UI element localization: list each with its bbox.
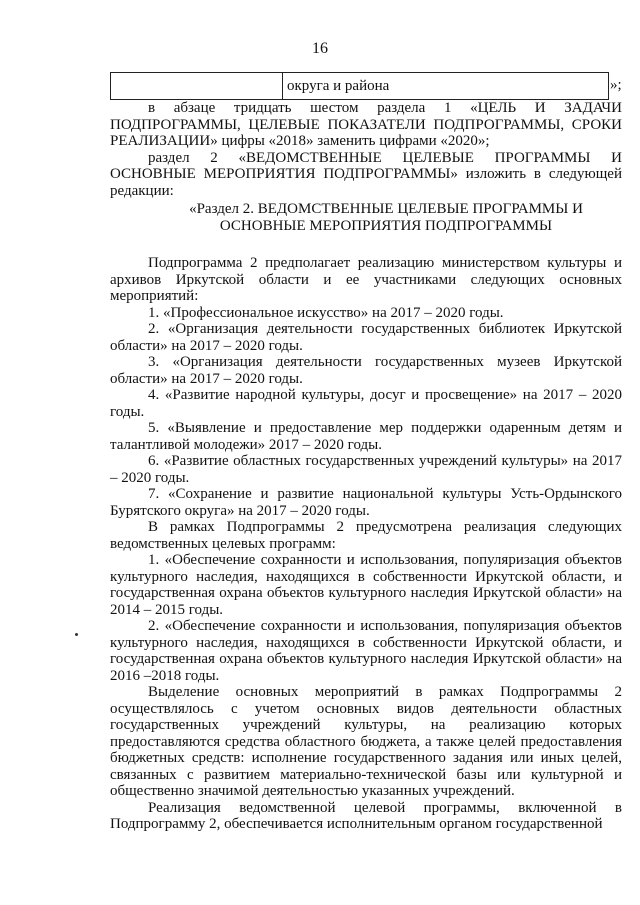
paragraph-target-programs: В рамках Подпрограммы 2 предусмотрена реализация следующих ведомственных целевых программ: — [110, 519, 622, 552]
list-item-1: 1. «Профессиональное искусство» на 2017 – 2020 годы. — [148, 304, 504, 321]
program-item-2: 2. «Обеспечение сохранности и использования, популяризация объектов культурного наследия, находящихся в собственности Иркутской области, и государственная охрана объектов культурного наследия Иркутской области» на 2016 –2018 годы. — [110, 618, 622, 684]
program-item-1: 1. «Обеспечение сохранности и использования, популяризация объектов культурного наследия, находящихся в собственности Иркутской области, и государственная охрана объектов культурного наследия Иркутской области» на 2014 – 2015 годы. — [110, 552, 622, 618]
list-item-7: 7. «Сохранение и развитие национальной культуры Усть-Ордынского Бурятского округа» на 2017 – 2020 годы. — [110, 486, 622, 519]
document-body — [110, 100, 622, 833]
list-item-2: 2. «Организация деятельности государственных библиотек Иркутской области» на 2017 – 2020 годы. — [110, 321, 622, 354]
table-row — [111, 73, 609, 100]
paragraph-intro: Подпрограмма 2 предполагает реализацию министерством культуры и архивов Иркутской области и ее участниками следующих основных мероприятий: — [110, 255, 622, 304]
table-cell-empty — [111, 73, 283, 100]
list-item-4: 4. «Развитие народной культуры, досуг и просвещение» на 2017 – 2020 годы. — [110, 387, 622, 420]
table-cell-district: округа и района — [283, 73, 609, 100]
scan-dot — [75, 633, 78, 636]
list-item-3: 3. «Организация деятельности государственных музеев Иркутской области» на 2017 – 2020 годы. — [110, 354, 622, 387]
paragraph-implementation: Реализация ведомственной целевой программы, включенной в Подпрограмму 2, обеспечивается исполнительным органом государственной — [110, 799, 622, 832]
list-item-6: 6. «Развитие областных государственных учреждений культуры» на 2017 – 2020 годы. — [110, 453, 622, 486]
page-number: 16 — [312, 40, 328, 57]
paragraph-amend-section-2: раздел 2 «ВЕДОМСТВЕННЫЕ ЦЕЛЕВЫЕ ПРОГРАММЫ И ОСНОВНЫЕ МЕРОПРИЯТИЯ ПОДПРОГРАММЫ» изложить в следующей редакции: — [110, 149, 622, 199]
list-item-5: 5. «Выявление и предоставление мер поддержки одаренным детям и талантливой молодежи» 2017 – 2020 годы. — [110, 420, 622, 453]
fragment-table — [110, 72, 609, 100]
table-closing-quote: »; — [610, 77, 622, 93]
paragraph-allocation: Выделение основных мероприятий в рамках Подпрограммы 2 осуществлялось с учетом основных видов деятельности областных государственных учреждений культуры, на реализацию которых предоставляются средства областного бюджета, а также целей предоставления бюджетных средств: исполнение государственного задания или иных целей, связанных с развитием материально-технической базы или культурной и общественно значимой деятельностью указанных учреждений. — [110, 684, 622, 799]
paragraph-amend-section-1: в абзаце тридцать шестом раздела 1 «ЦЕЛЬ И ЗАДАЧИ ПОДПРОГРАММЫ, ЦЕЛЕВЫЕ ПОКАЗАТЕЛИ ПОДПРОГРАММЫ, СРОКИ РЕАЛИЗАЦИИ» цифры «2018» заменить цифрами «2020»; — [110, 100, 622, 149]
section-2-heading: «Раздел 2. ВЕДОМСТВЕННЫЕ ЦЕЛЕВЫЕ ПРОГРАММЫ И ОСНОВНЫЕ МЕРОПРИЯТИЯ ПОДПРОГРАММЫ — [189, 201, 583, 234]
